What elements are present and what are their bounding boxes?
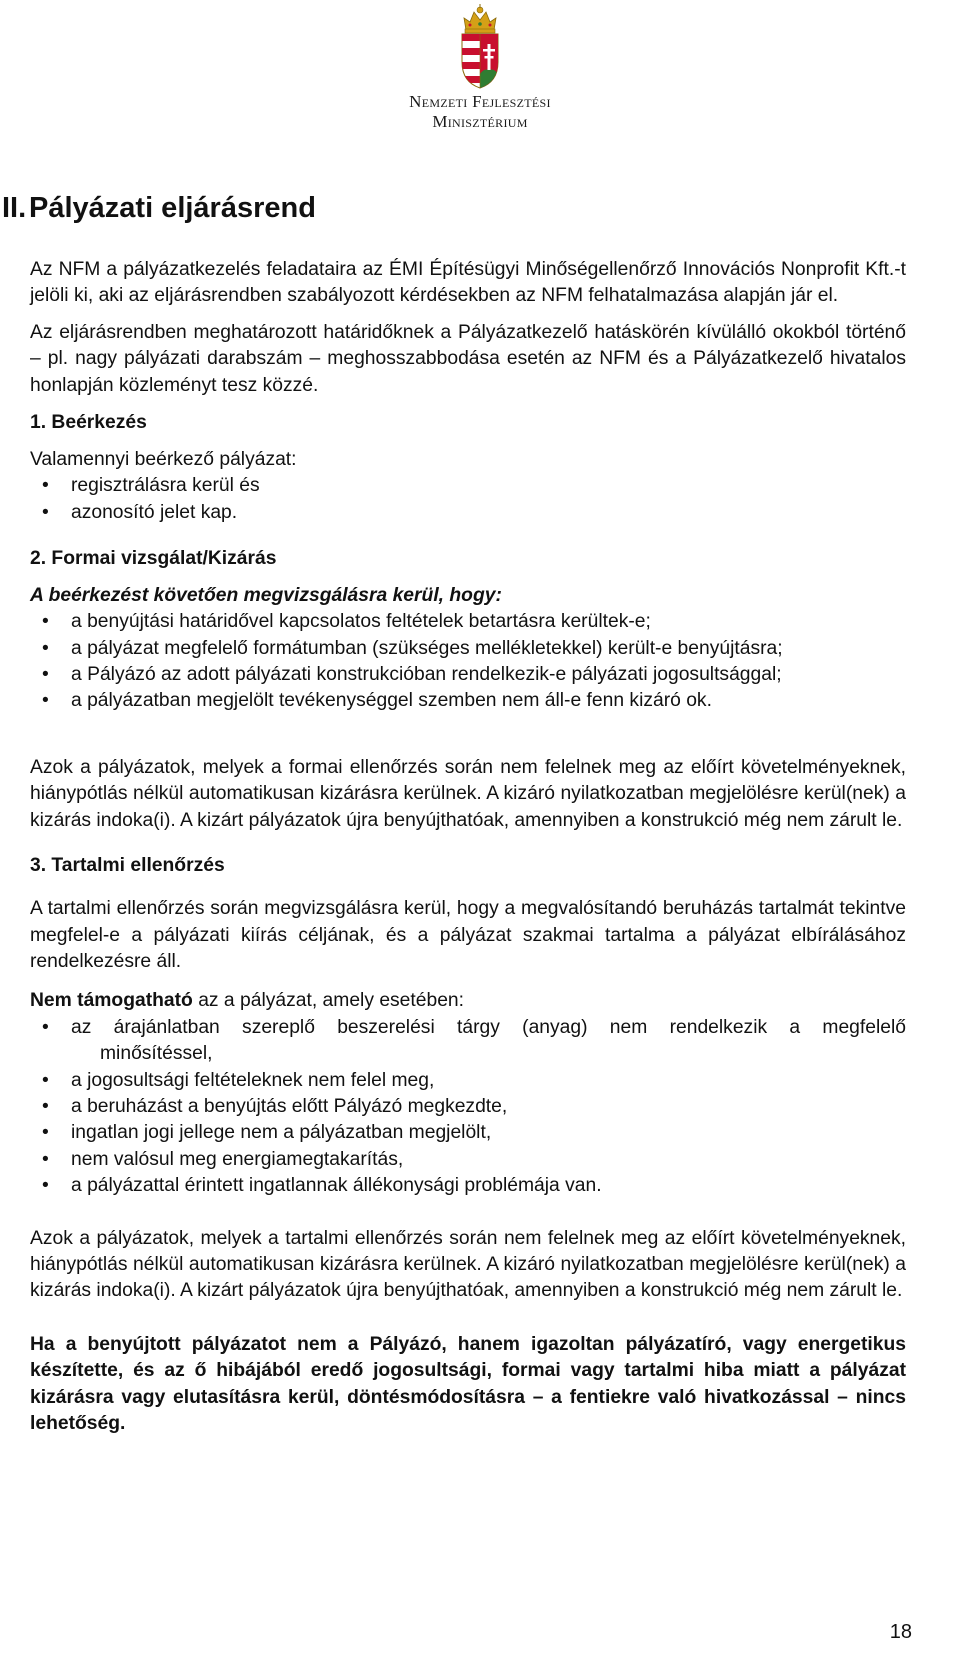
list-item xyxy=(30,1120,906,1146)
list-item-text: a pályázatban megjelölt tevékenységgel szemben nem áll-e fenn kizáró ok. xyxy=(71,690,712,712)
section-2-title: 2. Formai vizsgálat/Kizárás xyxy=(30,548,277,570)
section-2-closing: Azok a pályázatok, melyek a formai ellenőrzés során nem felelnek meg az előírt követelményeknek, hiánypótlás nélkül automatikusan kizárásra kerülnek. A kizáró nyilatkozatban megjelölésre kerül(nek) a kizárás indoka(i). A kizárt pályázatok újra benyújthatóak, amennyiben a konstrukció még nem zárult le. xyxy=(30,756,906,831)
hungarian-coat-of-arms-icon xyxy=(458,4,502,90)
page-number: 18 xyxy=(889,1621,912,1643)
chapter-heading xyxy=(2,188,906,228)
bullet-icon: • xyxy=(42,637,49,659)
list-item xyxy=(30,1094,906,1120)
section-3-title: 3. Tartalmi ellenőrzés xyxy=(30,855,225,877)
list-item-text: nem valósul meg energiamegtakarítás, xyxy=(71,1148,404,1170)
document-body xyxy=(2,188,906,1437)
bullet-icon: • xyxy=(42,501,49,523)
list-item xyxy=(30,1173,906,1199)
list-item xyxy=(30,636,906,662)
list-item-text: regisztrálásra kerül és xyxy=(71,475,260,497)
bullet-icon: • xyxy=(42,1095,49,1117)
list-item-text: az árajánlatban szereplő beszerelési tárgy (anyag) nem rendelkezik a megfelelő xyxy=(71,1016,906,1038)
list-item-text: a jogosultsági feltételeknek nem felel meg, xyxy=(71,1069,435,1091)
chapter-number: II. xyxy=(2,192,27,224)
list-item xyxy=(30,662,906,688)
ministry-name-line2: Minisztérium xyxy=(432,112,528,131)
section-3-list xyxy=(30,1015,906,1200)
list-item-text: a Pályázó az adott pályázati konstrukcióban rendelkezik-e pályázati jogosultsággal; xyxy=(71,664,782,686)
not-supported-rest: az a pályázat, amely esetében: xyxy=(192,990,465,1012)
bullet-icon: • xyxy=(42,1148,49,1170)
list-item-continuation: minősítéssel, xyxy=(100,1043,213,1065)
bullet-icon: • xyxy=(42,690,49,712)
section-3-paragraph: A tartalmi ellenőrzés során megvizsgálásra kerül, hogy a megvalósítandó beruházás tartalmát tekintve megfelel-e a pályázati kiírás céljának, és a pályázat szakmai tartalma a pályázat elbírálásához rendelkezésre áll. xyxy=(30,898,906,972)
ministry-logo xyxy=(0,4,960,132)
section-1-lead: Valamennyi beérkező pályázat: xyxy=(30,449,297,471)
list-item-text: a pályázat megfelelő formátumban (szükséges mellékletekkel) került-e benyújtásra; xyxy=(71,637,783,659)
not-supported-lead xyxy=(30,988,906,1014)
section-1-list xyxy=(30,473,906,526)
ministry-name xyxy=(0,92,960,132)
list-item xyxy=(30,1015,906,1068)
list-item xyxy=(30,500,906,526)
chapter-title: Pályázati eljárásrend xyxy=(29,192,316,224)
section-3-bold-note: Ha a benyújtott pályázatot nem a Pályázó, hanem igazoltan pályázatíró, vagy energetikus készítette, és az ő hibájából eredő jogosultsági, formai vagy tartalmi hiba miatt a pályázat kizárásra vagy elutasításra kerül, döntésmódosításra – a fentiekre való hivatkozással – nincs lehetőség. xyxy=(30,1333,906,1434)
list-item-text: ingatlan jogi jellege nem a pályázatban megjelölt, xyxy=(71,1122,492,1144)
bullet-icon: • xyxy=(42,1016,49,1038)
bullet-icon: • xyxy=(42,475,49,497)
list-item xyxy=(30,473,906,499)
list-item xyxy=(30,1068,906,1094)
list-item-text: a pályázattal érintett ingatlannak állékonysági problémája van. xyxy=(71,1175,602,1197)
intro-paragraph-1: Az NFM a pályázatkezelés feladataira az ÉMI Építésügyi Minőségellenőrző Innovációs Nonprofit Kft.-t jelöli ki, aki az eljárásrendben szabályozott kérdésekben az NFM felhatalmazása alapján jár el. xyxy=(30,259,906,307)
list-item-text: a beruházást a benyújtás előtt Pályázó megkezdte, xyxy=(71,1095,508,1117)
bullet-icon: • xyxy=(42,1122,49,1144)
list-item-text: a benyújtási határidővel kapcsolatos feltételek betartásra kerültek-e; xyxy=(71,611,651,633)
bullet-icon: • xyxy=(42,611,49,633)
bullet-icon: • xyxy=(42,664,49,686)
list-item xyxy=(30,609,906,635)
section-2-list xyxy=(30,609,906,715)
list-item-text: azonosító jelet kap. xyxy=(71,501,238,523)
bullet-icon: • xyxy=(42,1069,49,1091)
ministry-name-line1: Nemzeti Fejlesztési xyxy=(409,92,551,111)
section-1-title: 1. Beérkezés xyxy=(30,412,147,434)
not-supported-bold: Nem támogatható xyxy=(30,990,193,1012)
section-2-lead: A beérkezést követően megvizsgálásra kerül, hogy: xyxy=(30,585,502,607)
intro-paragraph-2: Az eljárásrendben meghatározott határidőknek a Pályázatkezelő hatáskörén kívülálló okokból történő – pl. nagy pályázati darabszám – meghosszabbodása esetén az NFM és a Pályázatkezelő hivatalos honlapján közleményt tesz közzé. xyxy=(30,321,906,396)
list-item xyxy=(30,688,906,714)
section-3-closing: Azok a pályázatok, melyek a tartalmi ellenőrzés során nem felelnek meg az előírt követelményeknek, hiánypótlás nélkül automatikusan kizárásra kerülnek. A kizáró nyilatkozatban megjelölésre kerül(nek) a kizárás indoka(i). A kizárt pályázatok újra benyújthatóak, amennyiben a konstrukció még nem zárult le. xyxy=(30,1227,906,1302)
list-item xyxy=(30,1147,906,1173)
bullet-icon: • xyxy=(42,1175,49,1197)
